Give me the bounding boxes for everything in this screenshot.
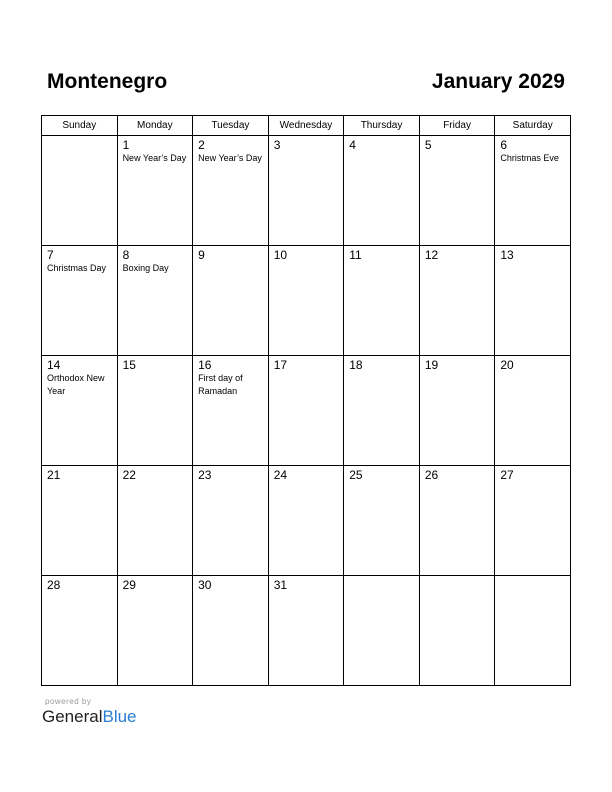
day-cell: [42, 136, 118, 246]
day-number: 29: [122, 578, 136, 592]
weekday-thursday: Thursday: [344, 116, 420, 136]
day-number: 23: [198, 468, 212, 482]
weekday-header-row: [42, 116, 571, 136]
day-cell: [495, 136, 571, 246]
week-row: [42, 246, 571, 356]
day-cell: [268, 246, 344, 356]
weekday-saturday: Saturday: [495, 116, 571, 136]
day-number: 14: [47, 358, 61, 372]
day-cell: [117, 576, 193, 686]
day-cell: [193, 136, 269, 246]
day-number: 7: [47, 248, 54, 262]
day-number: 1: [122, 138, 130, 152]
day-cell: [117, 136, 193, 246]
holiday-label: Christmas Eve: [500, 153, 559, 163]
day-cell: [495, 576, 571, 686]
day-number: 2: [198, 138, 205, 152]
day-cell: [193, 466, 269, 576]
day-cell: [117, 356, 193, 466]
day-number: 24: [273, 468, 288, 482]
day-number: 10: [273, 248, 288, 262]
weekday-wednesday: Wednesday: [268, 116, 344, 136]
day-number: 16: [198, 358, 212, 372]
weekday-tuesday: Tuesday: [193, 116, 269, 136]
brand-logo: [42, 707, 137, 727]
day-number: 19: [424, 358, 439, 372]
day-number: 13: [500, 248, 514, 262]
day-number: 8: [122, 248, 130, 262]
day-cell: [344, 246, 420, 356]
day-cell: [268, 356, 344, 466]
day-cell: [344, 136, 420, 246]
footer-branding: [42, 697, 137, 727]
weekday-sunday: Sunday: [42, 116, 118, 136]
day-cell: [495, 466, 571, 576]
day-cell: [344, 356, 420, 466]
week-row: [42, 576, 571, 686]
day-number: 12: [424, 248, 439, 262]
day-cell: [419, 136, 495, 246]
day-number: 18: [349, 358, 363, 372]
holiday-label: New Year’s Day: [198, 153, 262, 163]
calendar-grid: [41, 115, 571, 686]
week-row: [42, 136, 571, 246]
week-row: [42, 356, 571, 466]
week-row: [42, 466, 571, 576]
day-cell: [495, 356, 571, 466]
day-number: 22: [122, 468, 136, 482]
day-cell: [117, 466, 193, 576]
weekday-friday: Friday: [419, 116, 495, 136]
day-number: 26: [424, 468, 439, 482]
day-cell: [344, 466, 420, 576]
day-cell: [193, 576, 269, 686]
day-number: 27: [500, 468, 514, 482]
holiday-label: First day of Ramadan: [198, 373, 243, 396]
day-cell: [344, 576, 420, 686]
day-number: 20: [500, 358, 514, 372]
day-cell: [42, 246, 118, 356]
day-number: 15: [122, 358, 136, 372]
day-number: [495, 576, 570, 579]
holiday-label: New Year’s Day: [122, 153, 187, 163]
day-cell: [419, 246, 495, 356]
day-cell: [495, 246, 571, 356]
day-cell: [268, 466, 344, 576]
day-number: [420, 576, 495, 579]
holiday-label: Orthodox New Year: [47, 373, 105, 396]
day-cell: [268, 576, 344, 686]
brand-general: General: [42, 707, 103, 726]
day-cell: [117, 246, 193, 356]
day-number: 6: [500, 138, 508, 152]
country-title: Montenegro: [47, 70, 168, 93]
day-cell: [42, 466, 118, 576]
day-number: 21: [47, 468, 61, 482]
powered-by-label: powered by: [45, 697, 92, 706]
day-number: 30: [198, 578, 212, 592]
holiday-label: Christmas Day: [47, 263, 107, 273]
day-number: 3: [273, 138, 281, 152]
day-number: 28: [47, 578, 61, 592]
holiday-label: Boxing Day: [122, 263, 169, 273]
day-cell: [419, 576, 495, 686]
day-number: 31: [273, 578, 288, 592]
day-cell: [268, 136, 344, 246]
day-cell: [419, 356, 495, 466]
day-number: 25: [349, 468, 363, 482]
day-number: 9: [198, 248, 205, 262]
month-year-title: January 2029: [431, 70, 565, 93]
day-number: 4: [349, 138, 356, 152]
day-number: 17: [273, 358, 288, 372]
day-cell: [42, 356, 118, 466]
day-cell: [419, 466, 495, 576]
day-number: 5: [424, 138, 432, 152]
day-cell: [193, 356, 269, 466]
day-number: [344, 576, 419, 579]
brand-blue: Blue: [102, 707, 137, 726]
weekday-monday: Monday: [117, 116, 193, 136]
day-cell: [42, 576, 118, 686]
day-number: 11: [349, 248, 362, 262]
day-number: [42, 136, 117, 139]
day-cell: [193, 246, 269, 356]
